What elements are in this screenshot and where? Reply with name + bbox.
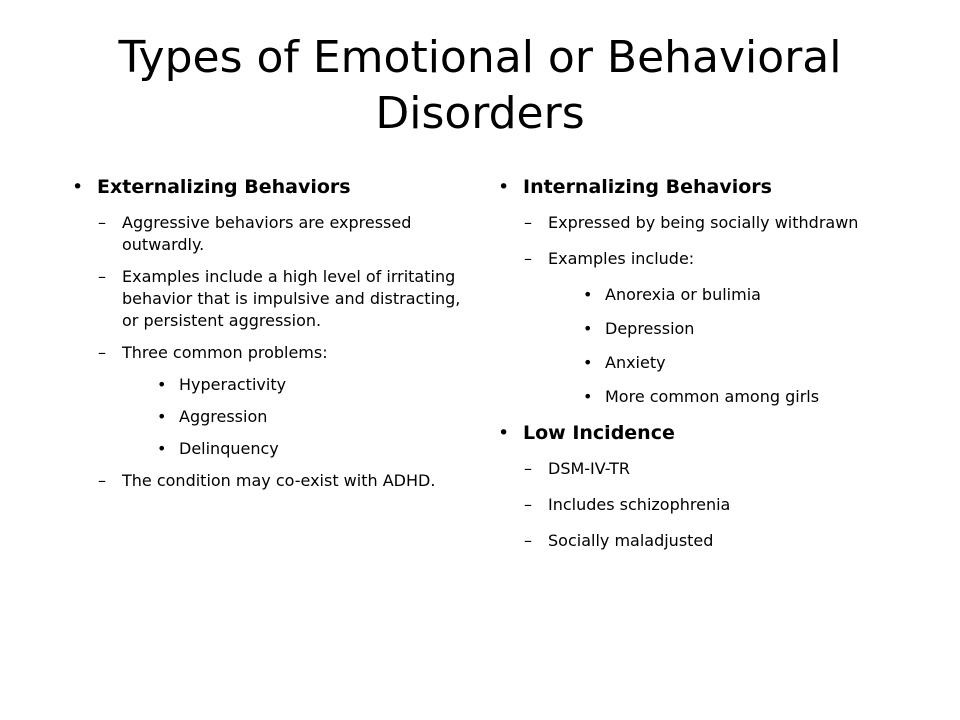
bullet-marker: • [583,387,593,406]
list-item [498,530,898,552]
list-item-text: Examples include: [548,249,695,268]
sub-list-item [498,318,898,340]
sub-list-item-text: Aggression [179,407,268,426]
bullet-marker: • [583,319,593,338]
low-incidence-heading-text: Low Incidence [523,422,675,444]
list-item-text: Includes schizophrenia [548,495,731,514]
dash-marker: – [98,343,106,362]
list-item [498,212,898,234]
dash-marker: – [524,459,532,478]
bullet-marker: • [157,439,167,458]
list-item [72,342,462,364]
bullet-marker: • [157,375,167,394]
list-item [498,248,898,270]
sub-list-item [498,284,898,306]
externalizing-heading [72,174,462,200]
right-column [498,174,898,566]
slide-title: Types of Emotional or Behavioral Disorders [118,32,842,139]
dash-marker: – [98,267,106,286]
bullet-marker: • [498,422,510,444]
list-item [72,212,462,256]
list-item-text: Three common problems: [122,343,328,362]
internalizing-heading-text: Internalizing Behaviors [523,176,772,198]
externalizing-heading-text: Externalizing Behaviors [97,176,351,198]
bullet-marker: • [583,285,593,304]
sub-list-item [72,438,462,460]
dash-marker: – [524,249,532,268]
bullet-marker: • [583,353,593,372]
dash-marker: – [524,531,532,550]
low-incidence-heading [498,420,898,446]
bullet-marker: • [157,407,167,426]
sub-list-item-text: Depression [605,319,695,338]
sub-list-item-text: Hyperactivity [179,375,287,394]
list-item [72,470,462,492]
sub-list-item-text: Delinquency [179,439,279,458]
sub-list-item [498,352,898,374]
sub-list-item-text: Anorexia or bulimia [605,285,761,304]
list-item-text: DSM-IV-TR [548,459,630,478]
list-item-text: Expressed by being socially withdrawn [548,213,859,232]
list-item-text: Socially maladjusted [548,531,714,550]
dash-marker: – [524,495,532,514]
bullet-marker: • [498,176,510,198]
list-item [498,458,898,480]
sub-list-item [498,386,898,408]
list-item [72,266,462,332]
left-column [72,174,462,502]
dash-marker: – [98,213,106,232]
list-item-text: Aggressive behaviors are expressed outwardly. [122,213,412,254]
bullet-marker: • [72,176,84,198]
list-item [498,494,898,516]
sub-list-item-text: Anxiety [605,353,666,372]
sub-list-item [72,406,462,428]
sub-list-item [72,374,462,396]
dash-marker: – [524,213,532,232]
dash-marker: – [98,471,106,490]
internalizing-heading [498,174,898,200]
sub-list-item-text: More common among girls [605,387,820,406]
list-item-text: Examples include a high level of irritating behavior that is impulsive and distracting, or persistent aggression. [122,267,461,330]
list-item-text: The condition may co-exist with ADHD. [122,471,436,490]
